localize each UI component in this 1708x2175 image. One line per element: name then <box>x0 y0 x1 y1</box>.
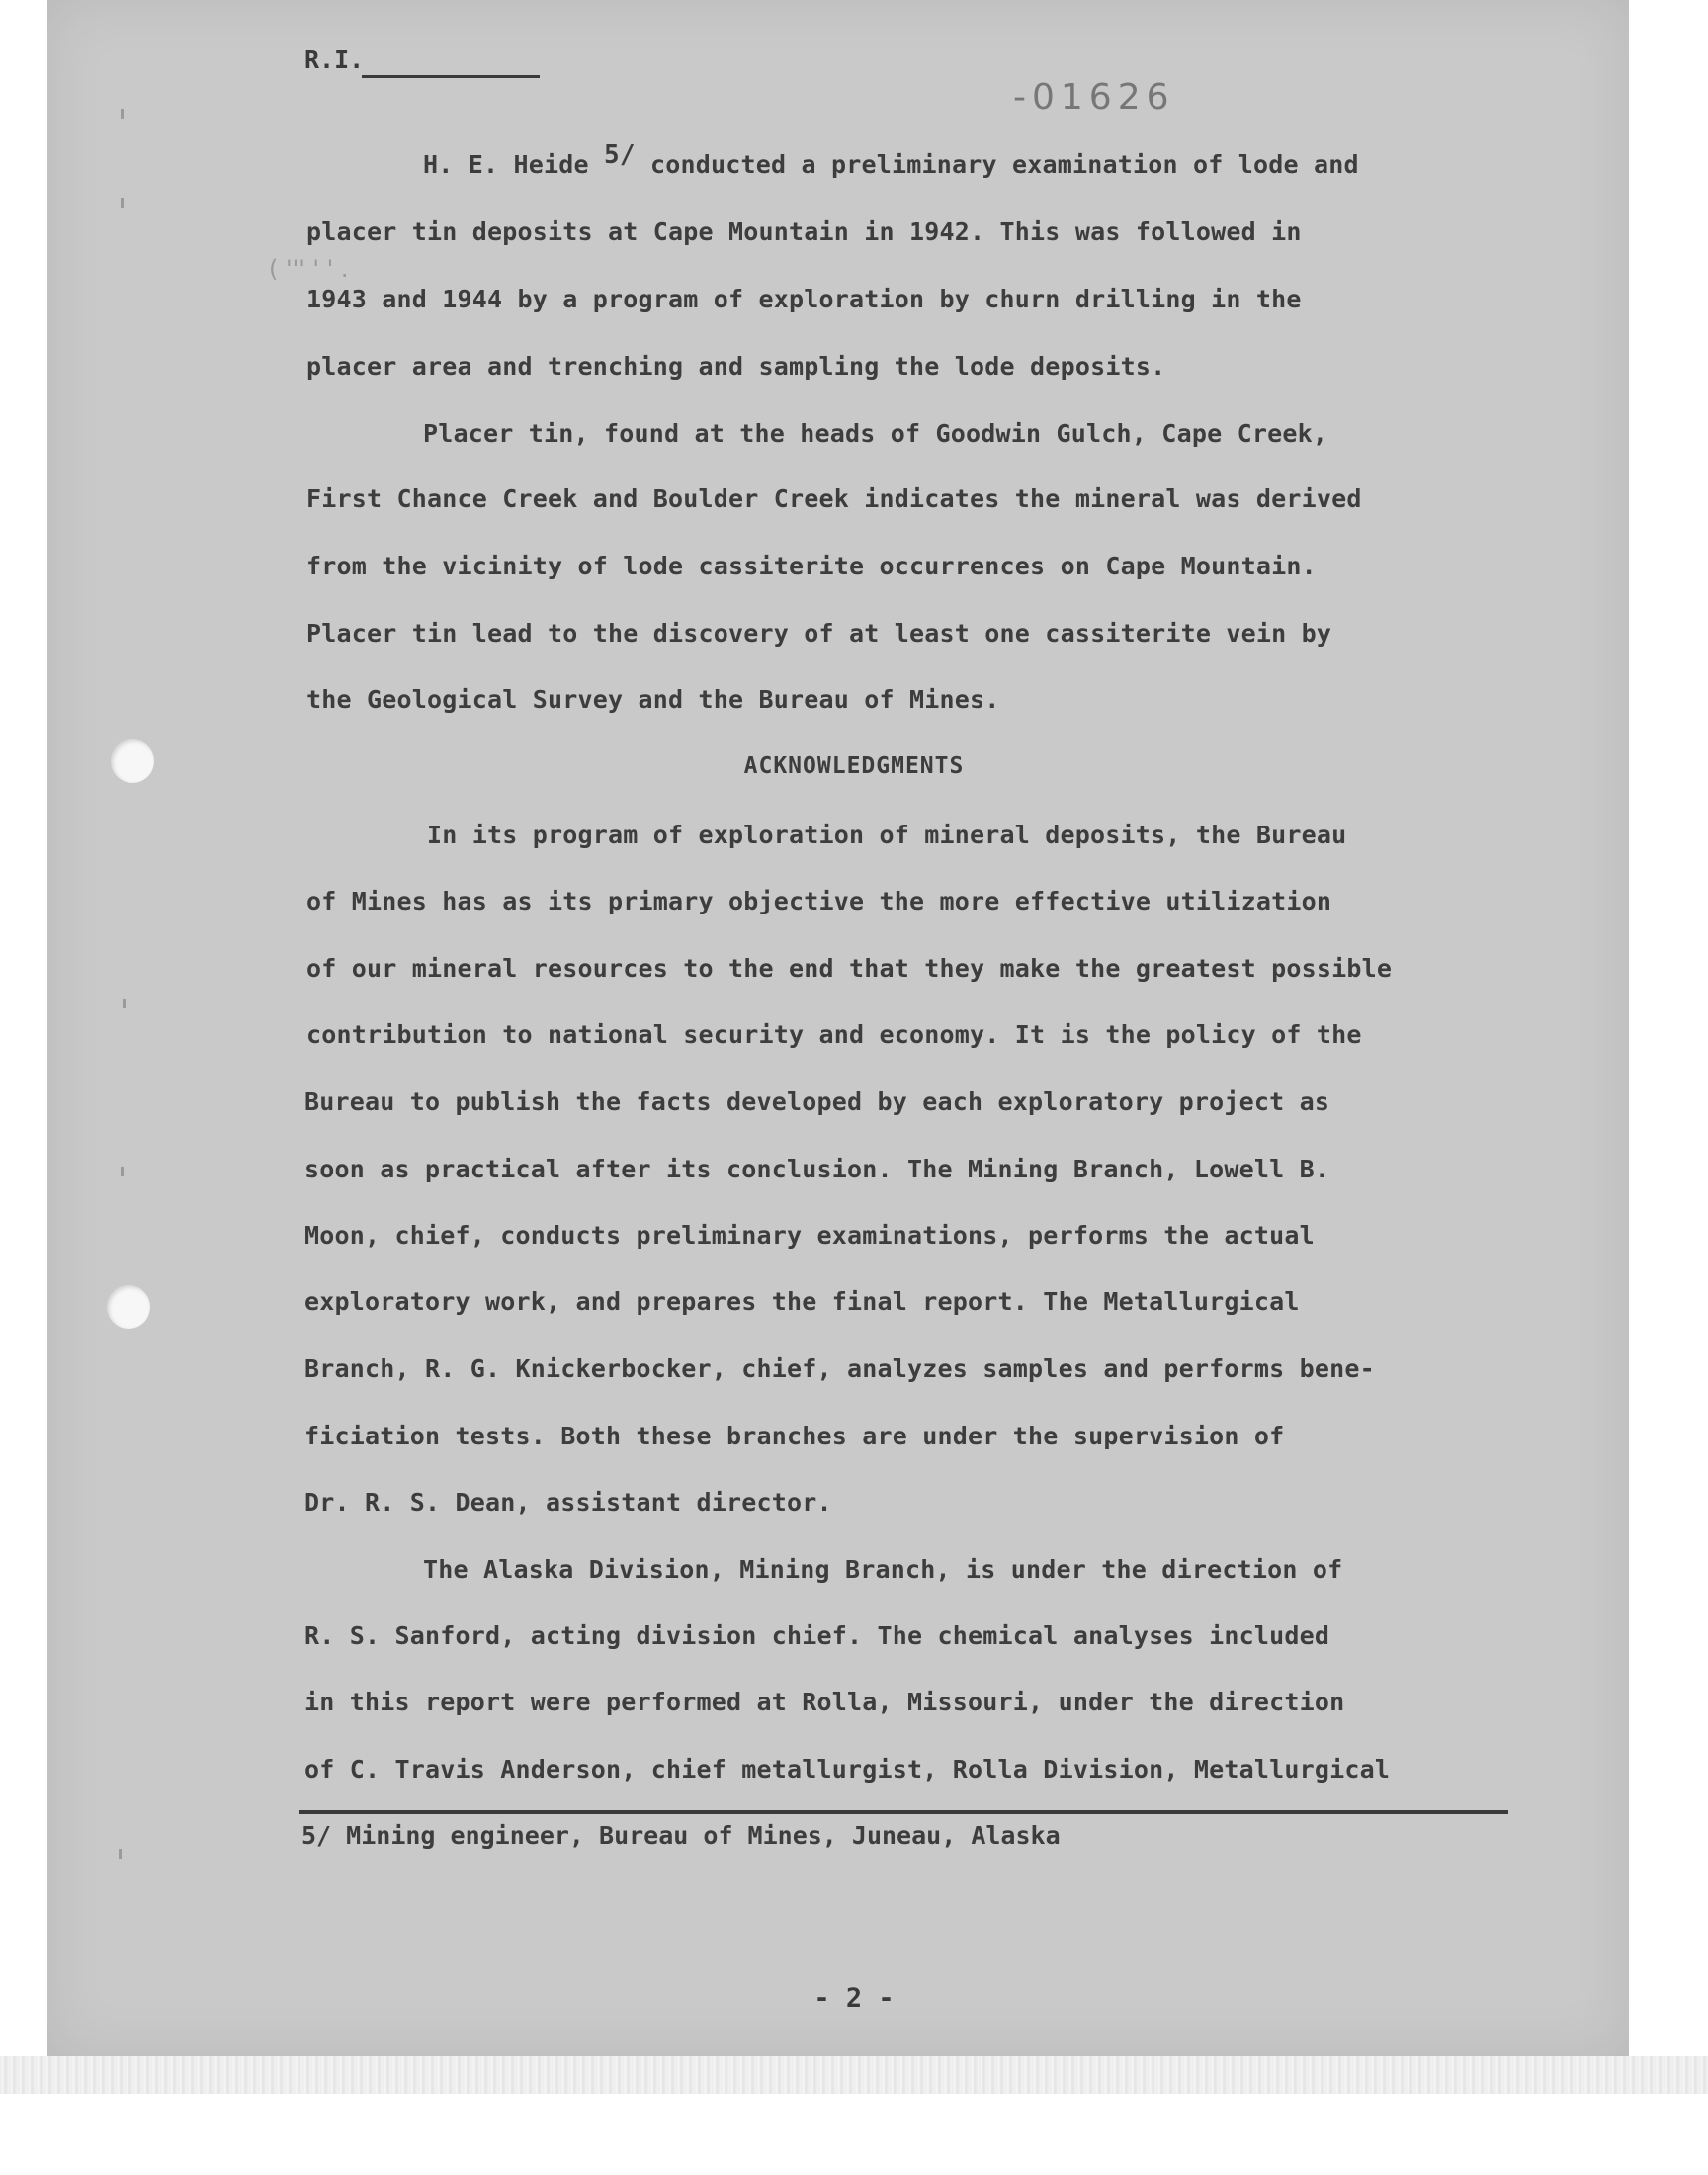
body-line: In its program of exploration of mineral deposits, the Bureau <box>427 821 1347 849</box>
body-line: in this report were performed at Rolla, Missouri, under the direction <box>304 1688 1345 1716</box>
body-line: the Geological Survey and the Bureau of Mines. <box>306 685 1000 714</box>
text-fragment: H. E. Heide <box>423 150 605 179</box>
body-line: soon as practical after its conclusion. The Mining Branch, Lowell B. <box>304 1155 1330 1183</box>
body-line: R. S. Sanford, acting division chief. The chemical analyses included <box>304 1621 1330 1650</box>
edge-mark <box>119 1849 122 1859</box>
body-line: of our mineral resources to the end that they make the greatest possible <box>306 954 1393 983</box>
body-line: Placer tin, found at the heads of Goodwin Gulch, Cape Creek, <box>423 419 1328 448</box>
report-number-blank <box>362 75 540 78</box>
body-line: Branch, R. G. Knickerbocker, chief, analyzes samples and performs bene- <box>304 1354 1375 1383</box>
scan-edge-strip <box>0 2056 1708 2094</box>
body-line: 1943 and 1944 by a program of exploration by churn drilling in the <box>306 285 1302 313</box>
body-line: from the vicinity of lode cassiterite occurrences on Cape Mountain. <box>306 552 1317 580</box>
edge-mark <box>123 999 126 1008</box>
edge-mark <box>121 109 124 119</box>
report-number-label: R.I. <box>304 45 365 74</box>
text-fragment: conducted a preliminary examination of lode and <box>635 150 1359 179</box>
body-line: Dr. R. S. Dean, assistant director. <box>304 1488 832 1517</box>
edge-mark <box>121 1167 124 1176</box>
body-line: placer area and trenching and sampling the lode deposits. <box>306 352 1166 381</box>
body-line: Bureau to publish the facts developed by each exploratory project as <box>304 1088 1330 1116</box>
body-line: placer tin deposits at Cape Mountain in 1942. This was followed in <box>306 218 1302 246</box>
footnote-marker: 5/ <box>301 1821 332 1850</box>
punch-hole-lower <box>107 1285 150 1329</box>
body-line: of C. Travis Anderson, chief metallurgist, Rolla Division, Metallurgical <box>304 1755 1391 1784</box>
body-line: ficiation tests. Both these branches are under the supervision of <box>304 1422 1285 1450</box>
body-line: contribution to national security and economy. It is the policy of the <box>306 1020 1362 1049</box>
footnote <box>301 1821 1061 1850</box>
page-number: - 2 - <box>813 1983 895 2014</box>
document-stamp-number: -01626 <box>1013 77 1175 118</box>
footnote-text: Mining engineer, Bureau of Mines, Juneau, Alaska <box>331 1821 1061 1850</box>
section-heading: ACKNOWLEDGMENTS <box>743 753 965 779</box>
body-line: exploratory work, and prepares the final report. The Metallurgical <box>304 1287 1300 1316</box>
body-line: First Chance Creek and Boulder Creek indicates the mineral was derived <box>306 484 1362 513</box>
body-line: Placer tin lead to the discovery of at least one cassiterite vein by <box>306 619 1332 648</box>
body-line: The Alaska Division, Mining Branch, is under the direction of <box>423 1555 1343 1584</box>
body-line: Moon, chief, conducts preliminary examinations, performs the actual <box>304 1221 1315 1250</box>
body-line: of Mines has as its primary objective the more effective utilization <box>306 887 1332 915</box>
edge-mark <box>121 198 124 208</box>
footnote-separator <box>299 1810 1508 1814</box>
margin-smudge: ( ''' ' ' . <box>269 255 349 283</box>
body-line-intro-first <box>423 140 1359 180</box>
footnote-reference: 5/ <box>604 140 636 170</box>
